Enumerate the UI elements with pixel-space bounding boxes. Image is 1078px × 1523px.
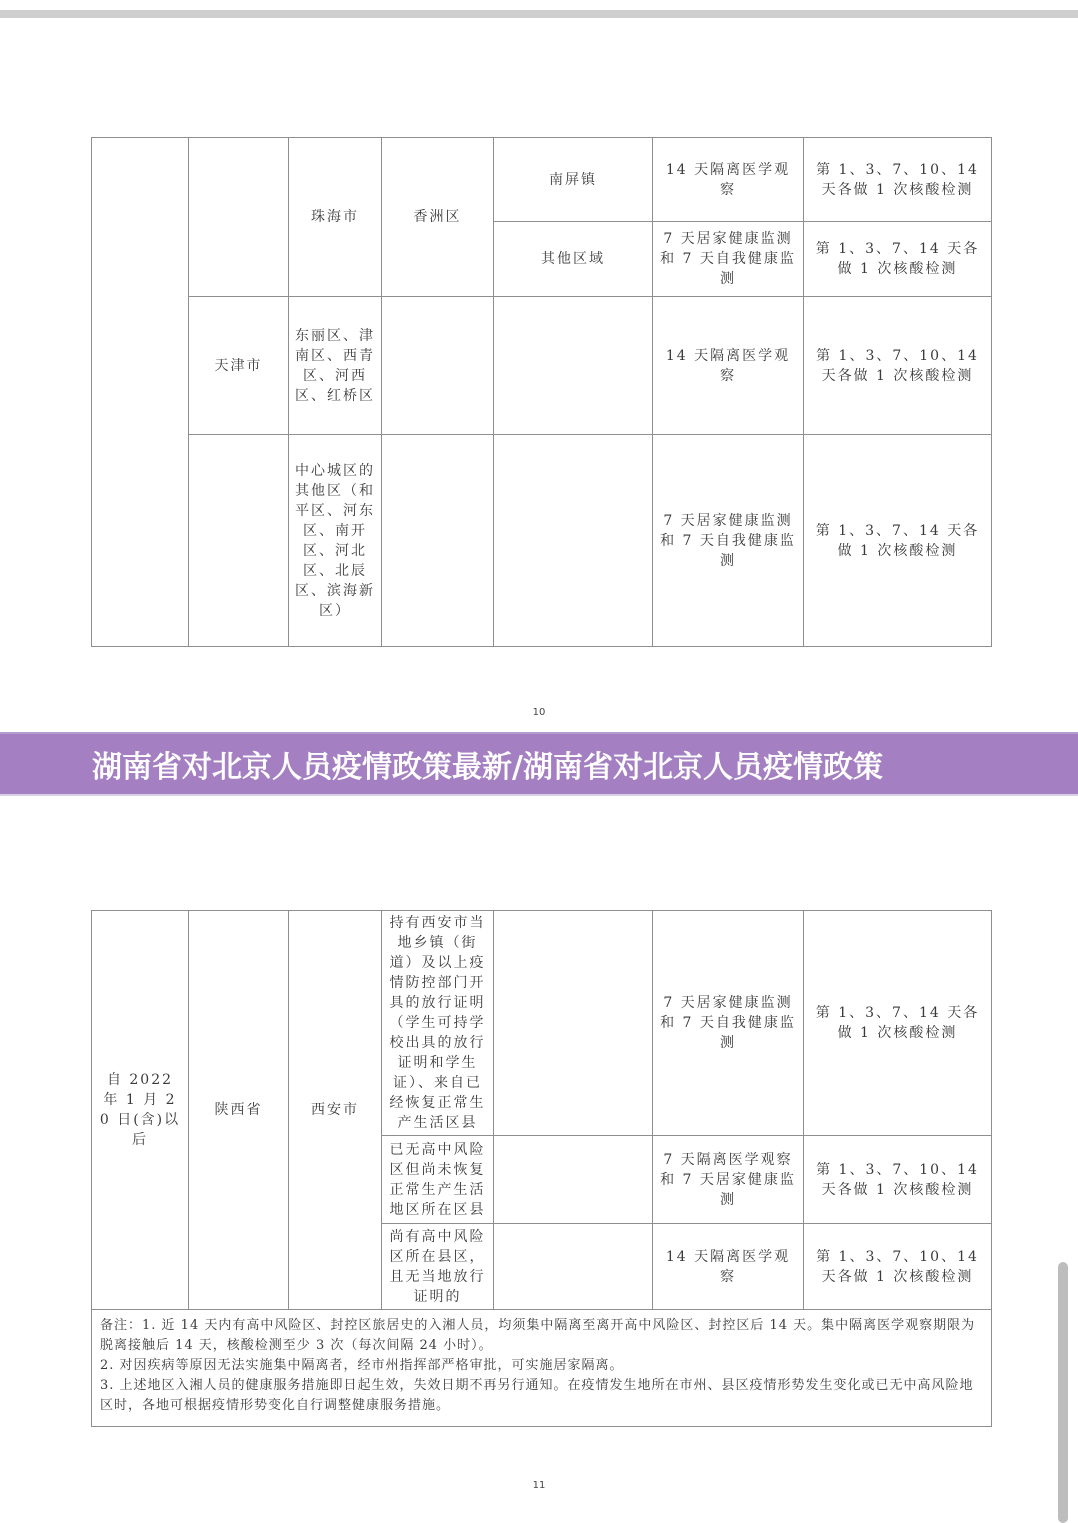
note-3: 3. 上述地区入湘人员的健康服务措施即日起生效，失效日期不再另行通知。在疫情发生地所在市州、县区疫情形势发生变化或已无中高风险地区时，各地可根据疫情形势变化自行调整健康服务措施。 [100,1378,974,1413]
page-number: 11 [532,1480,546,1491]
date-cell: 自 2022 年 1 月 20 日(含)以后 [92,911,189,1310]
note-2: 2. 对因疾病等原因无法实施集中隔离者，经市州指挥部严格审批，可实施居家隔离。 [100,1358,624,1373]
condition-cell: 持有西安市当地乡镇（街道）及以上疫情防控部门开具的放行证明（学生可持学校出具的放行证明和学生证）、来自已经恢复正常生产生活区县 [382,911,494,1136]
measure-cell: 7 天隔离医学观察和 7 天居家健康监测 [653,1136,804,1224]
measure-cell: 14 天隔离医学观察 [653,297,804,435]
area-cell: 南屏镇 [494,138,653,222]
banner-title: 湖南省对北京人员疫情政策最新/湖南省对北京人员疫情政策 [92,750,883,785]
city-cell: 珠海市 [289,138,382,297]
test-cell: 第 1、3、7、10、14 天各做 1 次核酸检测 [804,297,992,435]
date-cell-empty [92,138,189,647]
test-cell: 第 1、3、7、14 天各做 1 次核酸检测 [804,911,992,1136]
empty-cell [494,911,653,1136]
test-cell: 第 1、3、7、10、14 天各做 1 次核酸检测 [804,138,992,222]
page-number: 10 [532,707,546,718]
test-cell: 第 1、3、7、14 天各做 1 次核酸检测 [804,435,992,647]
area-cell: 其他区域 [494,222,653,297]
empty-cell [494,435,653,647]
measure-cell: 14 天隔离医学观察 [653,1224,804,1310]
district-cell: 中心城区的其他区（和平区、河东区、南开区、河北区、北辰区、滨海新区） [289,435,382,647]
policy-table-page-10 [91,137,992,647]
empty-cell [494,1224,653,1310]
province-cell-empty [189,435,289,647]
city-cell: 西安市 [289,911,382,1310]
policy-table-page-11 [91,910,992,1427]
district-cell: 香洲区 [382,138,494,297]
condition-cell: 尚有高中风险区所在县区，且无当地放行证明的 [382,1224,494,1310]
province-cell: 陕西省 [189,911,289,1310]
notes-cell [92,1310,992,1427]
empty-cell [494,1136,653,1224]
empty-cell [494,297,653,435]
district-cell: 东丽区、津南区、西青区、河西区、红桥区 [289,297,382,435]
measure-cell: 7 天居家健康监测和 7 天自我健康监测 [653,911,804,1136]
note-1: 备注：1. 近 14 天内有高中风险区、封控区旅居史的入湘人员，均须集中隔离至离开高中风险区、封控区后 14 天。集中隔离医学观察期限为脱离接触后 14 天，核酸检测至少 3 次（每次间隔 24 小时）。 [100,1318,976,1353]
empty-cell [382,435,494,647]
province-cell: 天津市 [189,297,289,435]
top-divider [0,10,1078,18]
test-cell: 第 1、3、7、10、14 天各做 1 次核酸检测 [804,1136,992,1224]
test-cell: 第 1、3、7、10、14 天各做 1 次核酸检测 [804,1224,992,1310]
measure-cell: 7 天居家健康监测和 7 天自我健康监测 [653,435,804,647]
test-cell: 第 1、3、7、14 天各做 1 次核酸检测 [804,222,992,297]
empty-cell [382,297,494,435]
measure-cell: 7 天居家健康监测和 7 天自我健康监测 [653,222,804,297]
measure-cell: 14 天隔离医学观察 [653,138,804,222]
province-cell-empty [189,138,289,297]
title-banner [0,732,1078,796]
condition-cell: 已无高中风险区但尚未恢复正常生产生活地区所在区县 [382,1136,494,1224]
scrollbar[interactable] [1058,1262,1068,1523]
